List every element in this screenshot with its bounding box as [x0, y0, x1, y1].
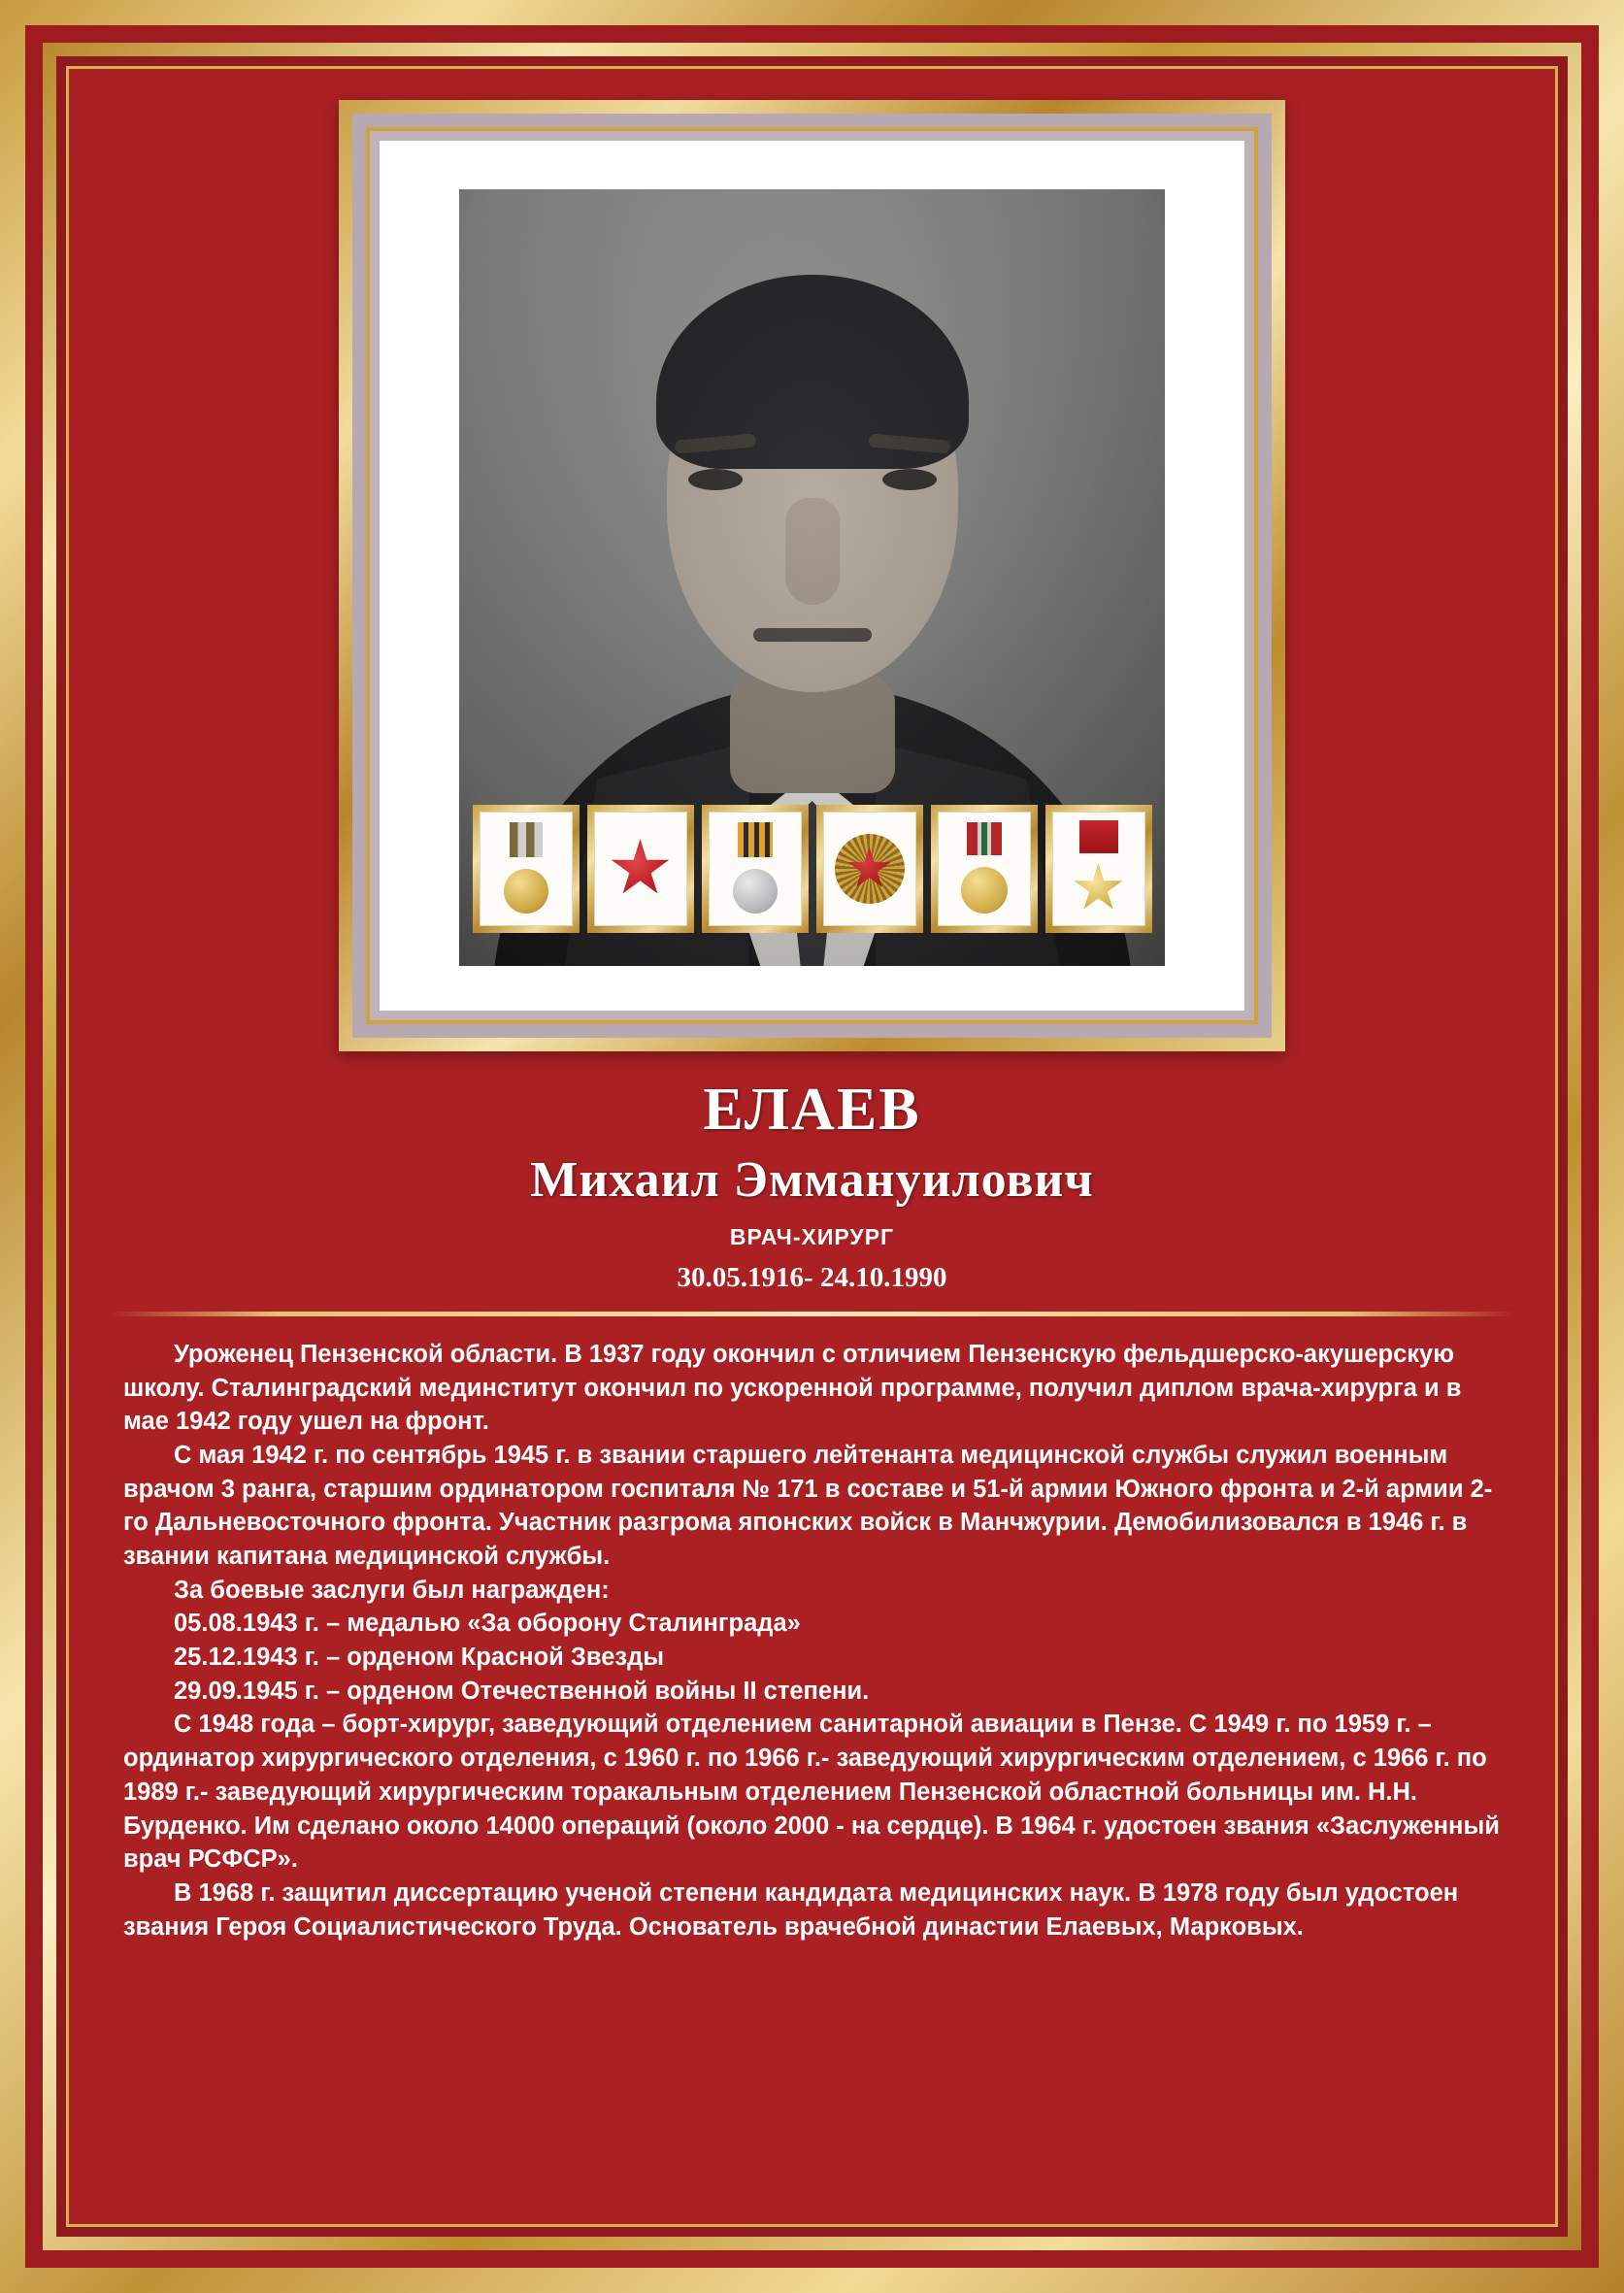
medal-inner-2 — [594, 812, 687, 926]
medal-frame-3 — [702, 805, 809, 933]
portrait-mat-outer — [352, 114, 1272, 1038]
gold-divider — [109, 1312, 1516, 1316]
bio-paragraph-3: С 1948 года – борт-хирург, заведующий отделением санитарной авиации в Пензе. С 1949 г. по 1959 г. – ординатор хирургического отделения, с 1960 г. по 1966 г.- заведующий хирургическим отделением, с 1966 г. по 1989 г.- заведующий хирургическим торакальным отделением Пензенской областной больницы им. Н.Н. Бурденко. Им сделано около 14000 операций (около 2000 - на сердце). В 1964 г. удостоен звания «Заслуженный врач РСФСР». — [123, 1711, 1500, 1874]
portrait-mat-inner — [380, 141, 1244, 1011]
orden-krasnoy-zvezdy-icon — [604, 818, 678, 919]
medal-frame-4 — [816, 805, 923, 933]
given-name: Михаил Эммануилович — [530, 1152, 1094, 1209]
portrait-frame — [339, 100, 1285, 1051]
medal-inner-4 — [823, 812, 916, 926]
medal-inner-3 — [709, 812, 802, 926]
bio-award-3: 29.09.1945 г. – орденом Отечественной войны II степени. — [174, 1677, 870, 1705]
medal-inner-5 — [938, 812, 1031, 926]
bio-paragraph-4: В 1968 г. защитил диссертацию ученой степени кандидата медицинских наук. В 1978 году был удостоен звания Героя Социалистического Труда. Основатель врачебной династии Елаевых, Марковых. — [123, 1878, 1459, 1941]
medal-za-oboronu-stalingrada-icon — [489, 818, 563, 919]
surname: ЕЛАЕВ — [703, 1077, 921, 1143]
medal-inner-6 — [1052, 812, 1145, 926]
portrait-photo — [459, 189, 1165, 966]
life-dates: 30.05.1916- 24.10.1990 — [677, 1262, 947, 1294]
medal-inner-1 — [480, 812, 573, 926]
biography-text — [123, 1338, 1501, 1944]
medal-frame-5 — [931, 805, 1038, 933]
person-titles — [69, 1079, 1555, 1294]
medal-frame-1 — [473, 805, 580, 933]
geroy-sotsialisticheskogo-truda-icon — [1062, 818, 1136, 919]
medal-frame-2 — [587, 805, 694, 933]
medal-za-pobedu-nad-germaniey-icon — [718, 818, 792, 919]
poster-content — [69, 69, 1555, 2224]
orden-otechestvennoy-voyny-icon — [833, 818, 907, 919]
bio-award-1: 05.08.1943 г. – медалью «За оборону Сталинграда» — [174, 1610, 801, 1638]
yubileynaya-medal-icon — [947, 818, 1021, 919]
portrait-gold-liner — [366, 127, 1258, 1024]
medal-frame-6 — [1045, 805, 1152, 933]
bio-awards-heading: За боевые заслуги был награжден: — [174, 1576, 610, 1604]
profession: ВРАЧ-ХИРУРГ — [729, 1224, 895, 1250]
bio-paragraph-1: Уроженец Пензенской области. В 1937 году окончил с отличием Пензенскую фельдшерско-акушерскую школу. Сталинградский мединститут окончил по ускоренной программе, получил диплом врача-хирурга и в мае 1942 году ушел на фронт. — [123, 1341, 1462, 1436]
bio-award-2: 25.12.1943 г. – орденом Красной Звезды — [174, 1644, 665, 1672]
medal-strip — [473, 805, 1152, 933]
bio-paragraph-2: С мая 1942 г. по сентябрь 1945 г. в звании старшего лейтенанта медицинской службы служил военным врачом 3 ранга, старшим ординатором госпиталя № 171 в составе и 51-й армии Южного фронта и 2-й армии 2-го Дальневосточного фронта. Участник разгрома японских войск в Манчжурии. Демобилизовался в 1946 г. в звании капитана медицинской службы. — [123, 1442, 1493, 1571]
